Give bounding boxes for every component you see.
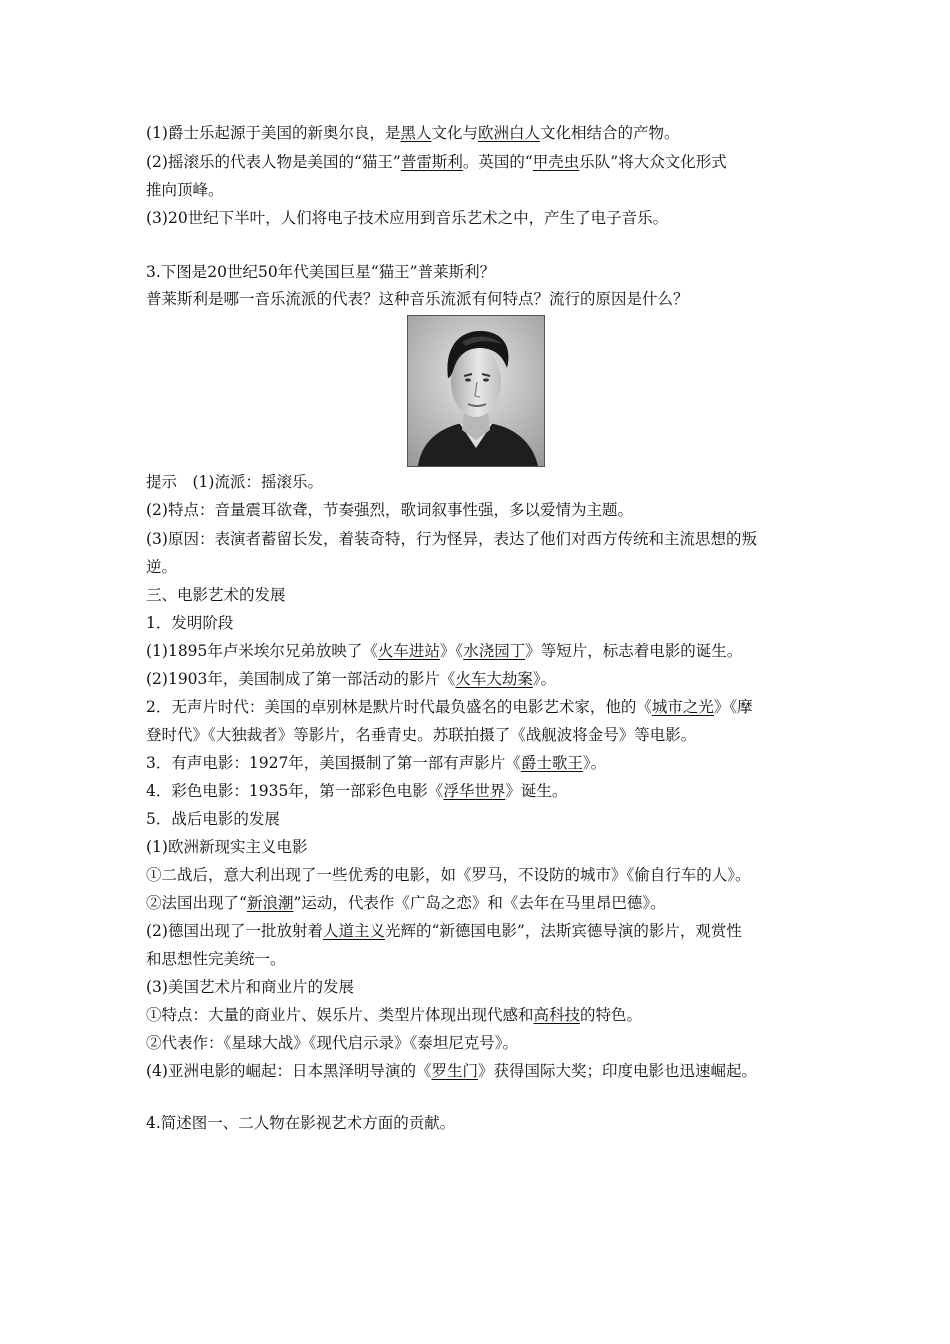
electronic-music-line: (3)20世纪下半叶，人们将电子技术应用到音乐艺术之中，产生了电子音乐。	[146, 209, 669, 227]
us-film-heading: (3)美国艺术片和商业片的发展	[146, 978, 354, 996]
hint-line3: (3)原因：表演者蓄留长发，着装奇特，行为怪异，表达了他们对西方传统和主流思想的叛	[146, 530, 757, 548]
silent-film-line: 2．无声片时代：美国的卓别林是默片时代最负盛名的电影艺术家，他的《城市之光》《摩	[146, 698, 753, 716]
asian-film-line: (4)亚洲电影的崛起：日本黑泽明导演的《罗生门》获得国际大奖；印度电影也迅速崛起。	[146, 1062, 757, 1080]
elvis-presley-photo	[407, 315, 545, 467]
german-film-line: (2)德国出现了一批放射着人道主义光辉的“新德国电影”，法斯宾德导演的影片，观赏性	[146, 922, 742, 940]
film-invention-line2: (2)1903年，美国制成了第一部活动的影片《火车大劫案》。	[146, 670, 557, 688]
us-film-features-line: ①特点：大量的商业片、娱乐片、类型片体现出现代感和高科技的特色。	[146, 1006, 643, 1024]
german-film-line-cont: 和思想性完美统一。	[146, 950, 286, 968]
film-invention-line1: (1)1895年卢米埃尔兄弟放映了《火车进站》《水浇园丁》等短片，标志着电影的诞生。	[146, 642, 743, 660]
silent-film-line-cont: 登时代》《大独裁者》等影片，名垂青史。苏联拍摄了《战舰波将金号》等电影。	[146, 726, 697, 744]
hint-line4: 逆。	[146, 558, 178, 576]
question-4-line: 4.简述图一、二人物在影视艺术方面的贡献。	[146, 1114, 456, 1132]
rock-line-cont: 推向顶峰。	[146, 181, 224, 199]
jazz-origin-line: (1)爵士乐起源于美国的新奥尔良，是黑人文化与欧洲白人文化相结合的产物。	[146, 124, 680, 142]
postwar-film-heading: 5．战后电影的发展	[146, 810, 280, 828]
question-3-line2: 普莱斯利是哪一音乐流派的代表？这种音乐流派有何特点？流行的原因是什么？	[146, 290, 689, 308]
section-heading-film: 三、电影艺术的发展	[146, 586, 286, 604]
italy-film-line: ①二战后，意大利出现了一些优秀的电影，如《罗马，不设防的城市》《偷自行车的人》。	[146, 866, 751, 884]
hint-line1: 提示 (1)流派：摇滚乐。	[146, 473, 323, 491]
sound-film-line: 3．有声电影：1927年，美国摄制了第一部有声影片《爵士歌王》。	[146, 754, 607, 772]
rock-line: (2)摇滚乐的代表人物是美国的“猫王”普雷斯利。英国的“甲壳虫乐队”将大众文化形式	[146, 153, 727, 171]
european-neorealism-heading: (1)欧洲新现实主义电影	[146, 838, 308, 856]
france-new-wave-line: ②法国出现了“新浪潮”运动，代表作《广岛之恋》和《去年在马里昂巴德》。	[146, 894, 666, 912]
color-film-line: 4．彩色电影：1935年，第一部彩色电影《浮华世界》诞生。	[146, 782, 568, 800]
us-film-works-line: ②代表作：《星球大战》《现代启示录》《泰坦尼克号》。	[146, 1034, 519, 1052]
question-3-line1: 3.下图是20世纪50年代美国巨星“猫王”普莱斯利？	[146, 263, 496, 281]
hint-line2: (2)特点：音量震耳欲聋，节奏强烈，歌词叙事性强，多以爱情为主题。	[146, 501, 633, 519]
film-invention-heading: 1．发明阶段	[146, 614, 234, 632]
